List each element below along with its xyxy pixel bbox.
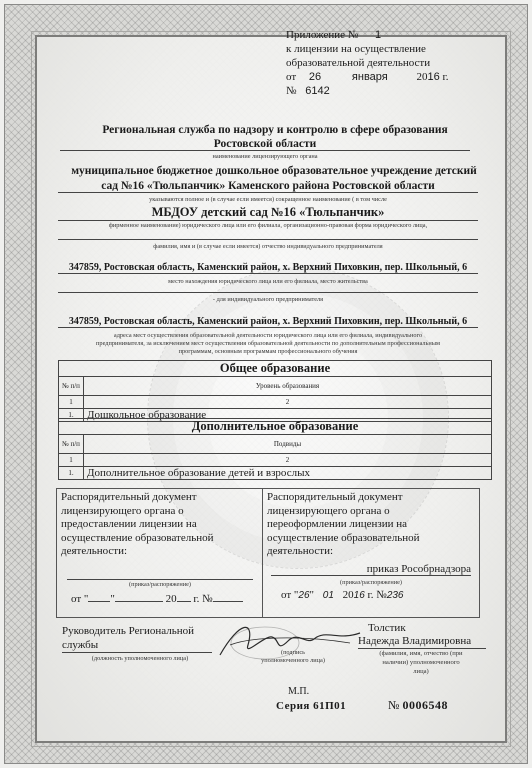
col-index-2: 2 (84, 396, 492, 409)
col-level-header: Уровень образования (84, 377, 492, 396)
row-number: 1. (59, 409, 84, 422)
org-short-name-caption: фирменное наименование) юридического лица или его филиала, организационно-правовая форма юридического лица, (108, 222, 428, 229)
decision-right-order-number: 236 (386, 590, 404, 601)
decision-right-text-1: Распорядительный документ (267, 491, 403, 503)
ip-line (58, 287, 478, 293)
col-index-1: 1 (59, 454, 84, 467)
appendix-year-prefix: 20 (416, 71, 428, 83)
form-serial-label: № (388, 698, 400, 712)
decision-left-line (67, 577, 253, 580)
decision-right-text-4: осуществление образовательной (267, 531, 420, 544)
general-education-table (58, 360, 492, 422)
row-value: Дошкольное образование (84, 409, 492, 422)
decision-right-caption: (приказ/распоряжение) (340, 579, 402, 586)
org-short-name: МБДОУ детский сад №16 «Тюльпанчик» (58, 205, 478, 221)
appendix-day: 26 (308, 71, 322, 83)
org-full-name-caption: указываются полное и (в случае если имеется) сокращенное наименование ( в том числе (149, 196, 387, 203)
decision-right-unit: г. № (367, 589, 387, 601)
activity-caption-3: программам, основным программам профессионального обучения (178, 348, 358, 355)
col-subtype-header: Подвиды (84, 435, 492, 454)
col-num-header: № п/п (59, 377, 84, 396)
decision-right-text-3: переоформлении лицензии на (267, 518, 408, 530)
decision-right-from: от " (281, 589, 299, 601)
appendix-line3: образовательной деятельности (286, 57, 431, 69)
org-full-name-1: муниципальное бюджетное дошкольное образовательное учреждение детский (71, 165, 477, 177)
signature-caption-2: уполномоченного лица) (261, 657, 325, 664)
authority-caption: наименование лицензирующего органа (212, 153, 318, 160)
stamp-label: М.П. (288, 686, 310, 697)
table-row (59, 467, 492, 480)
decision-left-quote: " (110, 593, 115, 605)
fio-line (58, 233, 478, 240)
form-serial-number: 0006548 (402, 698, 448, 712)
decision-right-year-suffix: 16 (353, 590, 365, 601)
col-num-header: № п/п (59, 435, 84, 454)
signer-position (62, 624, 212, 653)
decision-right-text-2: лицензирующего органа о (267, 504, 390, 517)
additional-education-table (58, 418, 492, 480)
appendix-year-suffix: 16 (427, 71, 440, 83)
decision-left-box (56, 488, 263, 618)
form-series: Серия 61П01 (276, 700, 347, 712)
signer-name-caption-3: лица) (413, 668, 429, 675)
org-address: 347859, Ростовская область, Каменский район, х. Верхний Пиховкин, пер. Школьный, 6 (58, 262, 478, 274)
decision-right-date (281, 589, 404, 601)
signer-name-caption-1: (фамилия, имя, отчество (при (379, 650, 463, 657)
signature-caption-1: (подпись (280, 649, 306, 656)
appendix-block (286, 28, 486, 98)
decision-right-year: 20 (342, 589, 354, 601)
appendix-from-label: от (286, 71, 297, 83)
decision-left-year: 20 (165, 593, 177, 605)
decision-right-box (262, 488, 480, 618)
appendix-year-unit: г. (442, 71, 449, 83)
activity-caption-1: адреса мест осуществления образовательной деятельности юридического лица или его филиала, индивидуального (113, 332, 423, 339)
decision-boxes (56, 488, 478, 618)
decision-left-from: от " (71, 593, 89, 605)
fio-caption: фамилия, имя и (в случае если имеется) отчество индивидуального предпринимателя (153, 243, 383, 250)
decision-left-unit: г. № (193, 593, 213, 605)
appendix-num-label: № (286, 85, 297, 97)
authority-name-1: Региональная служба по надзору и контролю в сфере образования (102, 124, 448, 136)
signer-position-caption: (должность уполномоченного лица) (91, 655, 189, 662)
decision-left-text-2: лицензирующего органа о (61, 504, 184, 517)
decision-left-text-5: деятельности: (61, 545, 128, 557)
ip-caption: - для индивидуального предпринимателя (212, 296, 324, 303)
appendix-line2: к лицензии на осуществление (286, 43, 426, 55)
authority-name-2: Ростовской области (60, 138, 470, 151)
appendix-month: января (351, 71, 388, 83)
decision-right-month: 01 (322, 590, 334, 601)
col-index-1: 1 (59, 396, 84, 409)
signer-position-2: службы (62, 638, 212, 653)
decision-left-text-3: предоставлении лицензии на (61, 518, 197, 530)
org-full-name-2: сад №16 «Тюльпанчик» Каменского района Ростовской области (58, 180, 478, 193)
general-education-title: Общее образование (59, 361, 492, 377)
signer-name (358, 622, 486, 649)
col-index-2: 2 (84, 454, 492, 467)
decision-right-text-5: деятельности: (267, 545, 334, 557)
activity-caption-2: предпринимателя, за исключением мест осуществления образовательной деятельности по дополнительным профессиональным (96, 340, 440, 347)
decision-left-text-4: осуществление образовательной (61, 531, 214, 544)
row-number: 1. (59, 467, 84, 480)
appendix-number: 1 (375, 29, 382, 41)
activity-address: 347859, Ростовская область, Каменский район, х. Верхний Пиховкин, пер. Школьный, 6 (58, 316, 478, 328)
decision-left-date (71, 593, 243, 605)
decision-left-text-1: Распорядительный документ (61, 491, 197, 503)
row-value: Дополнительное образование детей и взрослых (84, 467, 492, 480)
decision-left-caption: (приказ/распоряжение) (129, 581, 191, 588)
form-serial (388, 698, 448, 713)
signer-name-2: Надежда Владимировна (358, 635, 486, 649)
signer-name-caption-2: наличии) уполномоченного (382, 659, 460, 666)
appendix-label: Приложение № (286, 29, 359, 41)
signer-name-1: Толстик (368, 622, 406, 634)
decision-right-order: приказ Рособрнадзора (271, 563, 471, 576)
appendix-license-number: 6142 (305, 85, 330, 97)
additional-education-title: Дополнительное образование (59, 419, 492, 435)
org-address-caption: место нахождения юридического лица или его филиала, место жительства (168, 278, 368, 285)
decision-right-day: 26 (298, 590, 310, 601)
signer-position-1: Руководитель Региональной (62, 625, 195, 637)
decision-right-quote: " (309, 589, 315, 601)
